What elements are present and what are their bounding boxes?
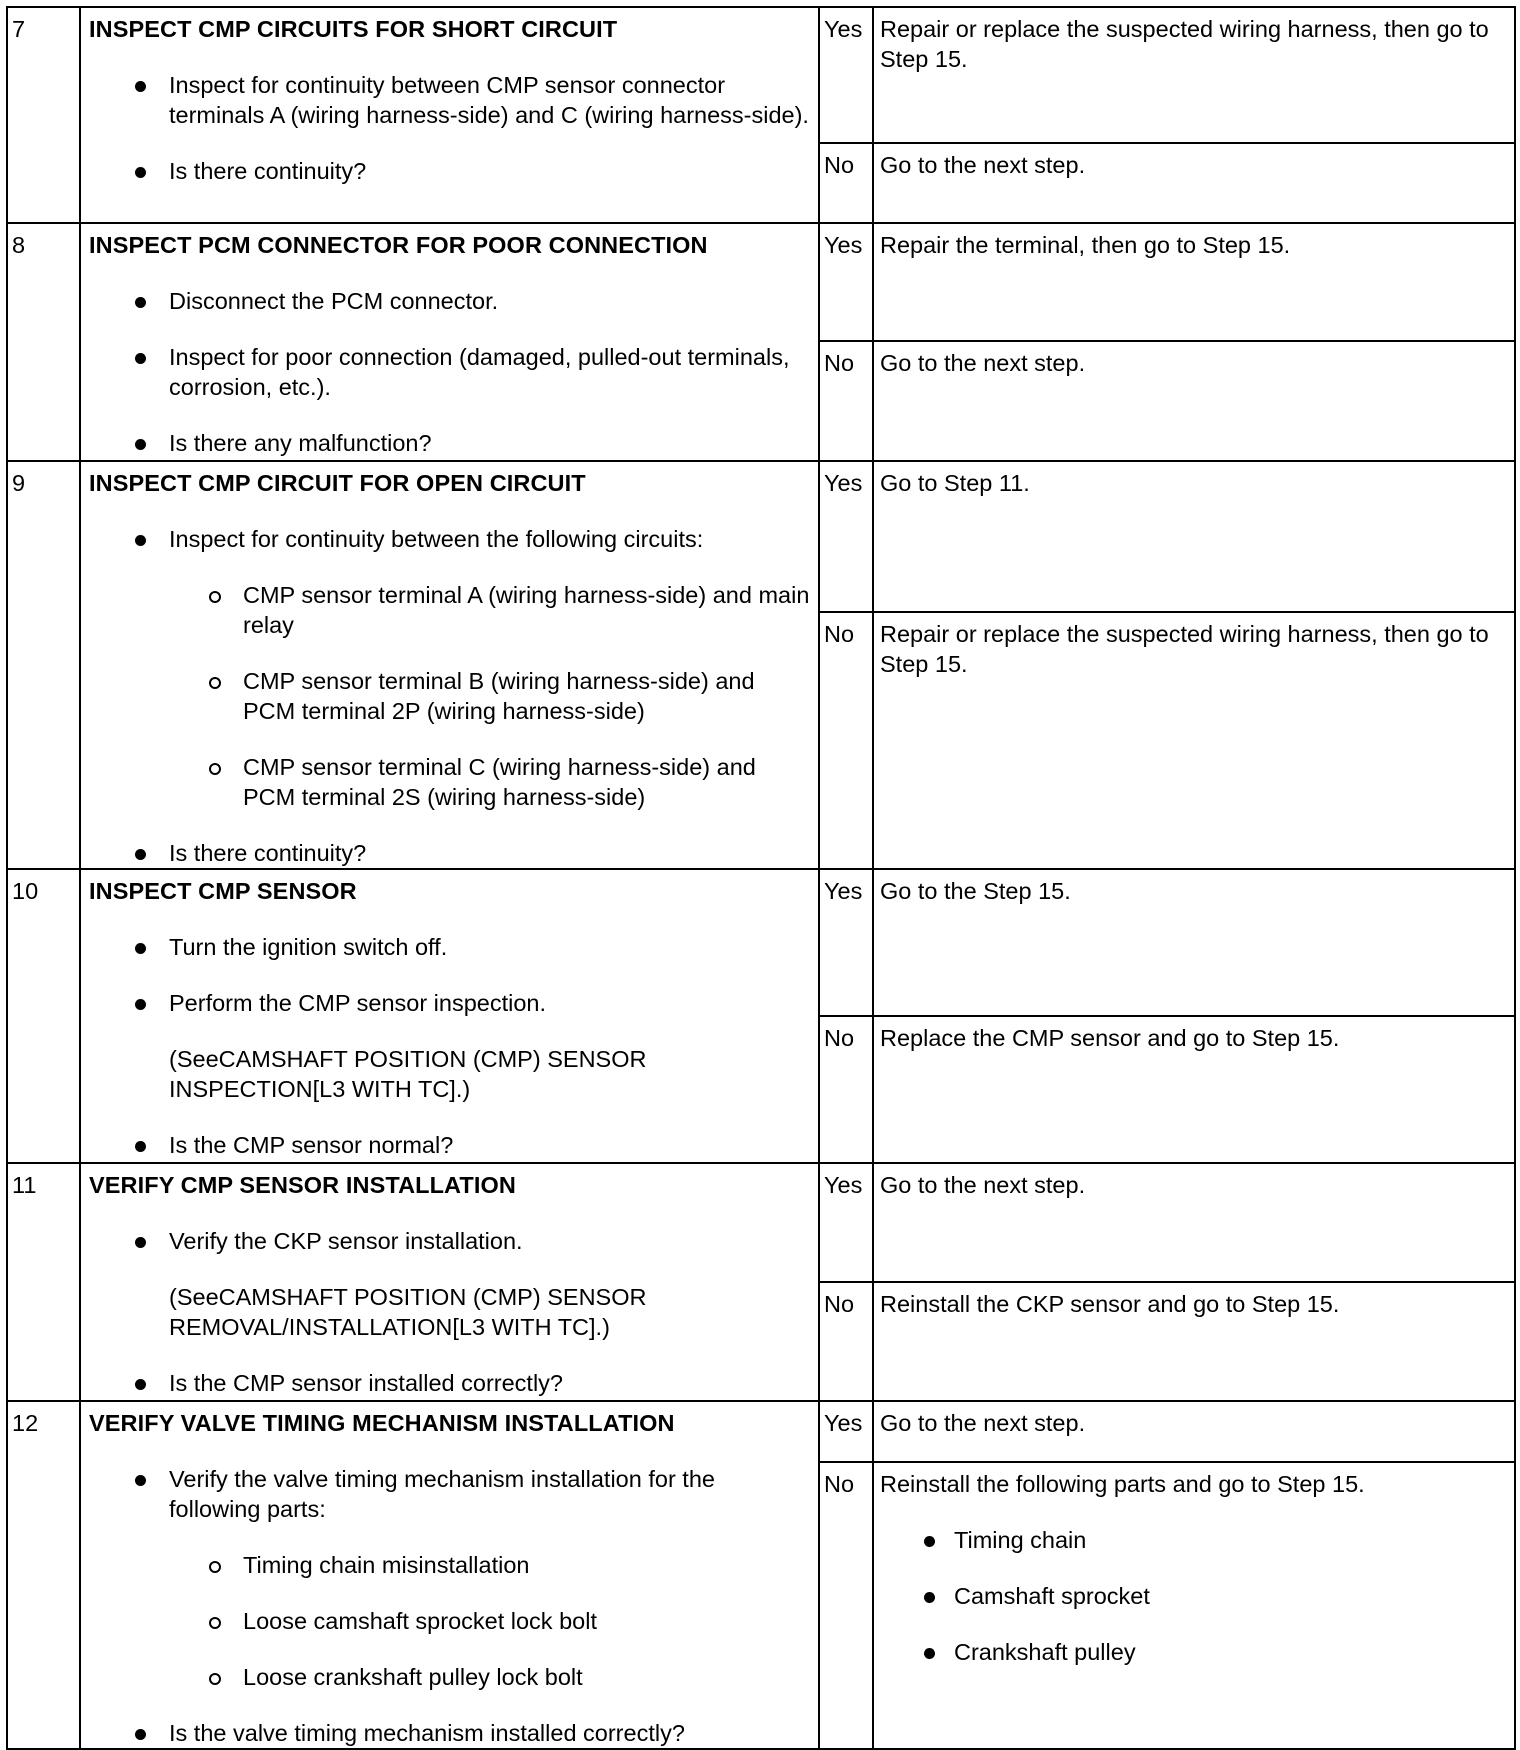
table-row [7,869,1515,1016]
procedure-bullet-list [89,1226,810,1398]
procedure-bullet-list [89,932,810,1160]
yes-label: Yes [819,1401,873,1462]
procedure-question: Is the CMP sensor normal? [89,1130,810,1160]
no-action-cell [873,1462,1515,1749]
no-label: No [819,341,873,461]
procedure-title: VERIFY VALVE TIMING MECHANISM INSTALLATION [89,1410,675,1436]
procedure-title: INSPECT PCM CONNECTOR FOR POOR CONNECTION [89,232,708,258]
table-row [7,1163,1515,1282]
procedure-bullet-list [89,838,810,868]
procedure-cell [80,1401,819,1749]
procedure-sub-item: Timing chain misinstallation [89,1550,810,1580]
no-label: No [819,1016,873,1163]
yes-action: Go to Step 11. [873,461,1515,612]
procedure-title: INSPECT CMP SENSOR [89,878,357,904]
procedure-bullet: Turn the ignition switch off. [89,932,810,962]
procedure-bullet-list [89,1464,810,1524]
procedure-bullet [89,1464,810,1524]
diagnostic-procedure-table [6,6,1516,1750]
yes-action: Go to the Step 15. [873,869,1515,1016]
no-label: No [819,1282,873,1401]
step-number: 12 [7,1401,80,1749]
no-action: Repair or replace the suspected wiring harness, then go to Step 15. [873,612,1515,869]
table-row [7,461,1515,612]
procedure-bullet-list [89,286,810,458]
procedure-bullet: Inspect for poor connection (damaged, pulled-out terminals, corrosion, etc.). [89,342,810,402]
procedure-bullet-list [89,70,810,186]
procedure-cell [80,1163,819,1401]
yes-action: Go to the next step. [873,1163,1515,1282]
procedure-sub-item: Loose crankshaft pulley lock bolt [89,1662,810,1692]
procedure-sub-item: CMP sensor terminal B (wiring harness-side) and PCM terminal 2P (wiring harness-side) [89,666,810,726]
no-action: Reinstall the CKP sensor and go to Step 15. [873,1282,1515,1401]
procedure-bullet: Inspect for continuity between CMP sensor connector terminals A (wiring harness-side) and C (wiring harness-side). [89,70,810,130]
procedure-question: Is there continuity? [89,838,810,868]
procedure-bullet-list [89,1718,810,1748]
no-label: No [819,143,873,223]
parts-list-item: Camshaft sprocket [880,1581,1506,1611]
no-action: Go to the next step. [873,341,1515,461]
procedure-reference-note: (SeeCAMSHAFT POSITION (CMP) SENSOR INSPECTION[L3 WITH TC].) [169,1046,647,1102]
yes-action: Repair the terminal, then go to Step 15. [873,223,1515,341]
yes-action: Go to the next step. [873,1401,1515,1462]
yes-label: Yes [819,223,873,341]
procedure-sub-item: CMP sensor terminal A (wiring harness-side) and main relay [89,580,810,640]
yes-label: Yes [819,1163,873,1282]
procedure-cell [80,461,819,869]
yes-label: Yes [819,869,873,1016]
procedure-cell [80,7,819,223]
procedure-bullet-text: Verify the valve timing mechanism installation for the following parts: [169,1466,715,1522]
procedure-bullet [89,524,810,554]
procedure-bullet: Disconnect the PCM connector. [89,286,810,316]
yes-action: Repair or replace the suspected wiring harness, then go to Step 15. [873,7,1515,143]
step-number: 9 [7,461,80,869]
procedure-question: Is the CMP sensor installed correctly? [89,1368,810,1398]
parts-list-item: Timing chain [880,1525,1506,1555]
procedure-question: Is there continuity? [89,156,810,186]
no-label: No [819,612,873,869]
parts-list [880,1525,1506,1667]
procedure-question: Is there any malfunction? [89,428,810,458]
procedure-question: Is the valve timing mechanism installed correctly? [89,1718,810,1748]
procedure-title: VERIFY CMP SENSOR INSTALLATION [89,1172,516,1198]
no-action: Reinstall the following parts and go to Step 15. [880,1471,1365,1498]
step-number: 8 [7,223,80,461]
step-number: 11 [7,1163,80,1401]
procedure-bullet: Perform the CMP sensor inspection. [89,988,810,1018]
procedure-cell [80,869,819,1163]
procedure-cell [80,223,819,461]
procedure-sub-item: CMP sensor terminal C (wiring harness-side) and PCM terminal 2S (wiring harness-side) [89,752,810,812]
table-row [7,7,1515,143]
procedure-bullet-text: Inspect for continuity between the following circuits: [169,526,704,552]
procedure-reference-note: (SeeCAMSHAFT POSITION (CMP) SENSOR REMOVAL/INSTALLATION[L3 WITH TC].) [169,1284,647,1340]
yes-label: Yes [819,7,873,143]
procedure-sub-item: Loose camshaft sprocket lock bolt [89,1606,810,1636]
procedure-title: INSPECT CMP CIRCUITS FOR SHORT CIRCUIT [89,16,618,42]
no-label: No [819,1462,873,1749]
table-row [7,223,1515,341]
procedure-title: INSPECT CMP CIRCUIT FOR OPEN CIRCUIT [89,470,586,496]
parts-list-item: Crankshaft pulley [880,1637,1506,1667]
procedure-sub-list [89,580,810,812]
no-action: Go to the next step. [873,143,1515,223]
procedure-bullet: Verify the CKP sensor installation. [89,1226,810,1256]
step-number: 10 [7,869,80,1163]
procedure-bullet-list [89,524,810,554]
table-row [7,1401,1515,1462]
no-action: Replace the CMP sensor and go to Step 15. [873,1016,1515,1163]
yes-label: Yes [819,461,873,612]
step-number: 7 [7,7,80,223]
procedure-sub-list [89,1550,810,1692]
